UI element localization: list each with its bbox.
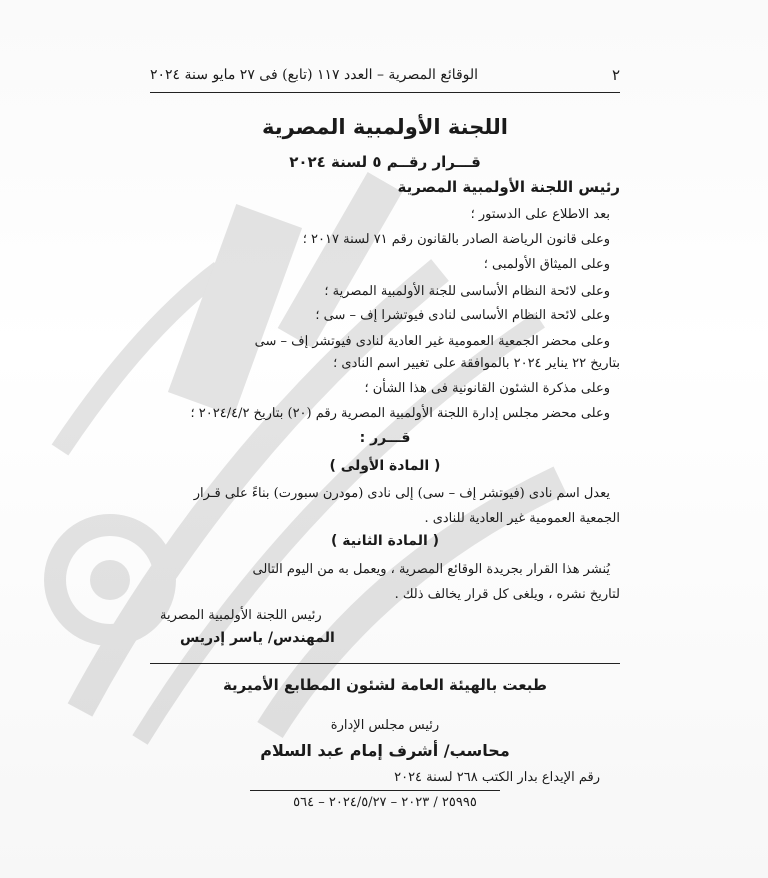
article-2-line: لتاريخ نشره ، ويلغى كل قرار يخالف ذلك .	[394, 587, 620, 602]
gazette-issue-line: الوقائع المصرية – العدد ١١٧ (تابع) فى ٢٧ مايو سنة ٢٠٢٤	[150, 67, 479, 83]
preamble-line: وعلى لائحة النظام الأساسى للجنة الأولمبية المصرية ؛	[324, 284, 610, 299]
preamble-line: بتاريخ ٢٢ يناير ٢٠٢٤ بالموافقة على تغيير اسم النادى ؛	[333, 356, 620, 371]
preamble-line: وعلى لائحة النظام الأساسى لنادى فيوتشرا إف – سى ؛	[315, 308, 610, 323]
divider	[250, 790, 500, 791]
article-1-line: يعدل اسم نادى (فيوتشر إف – سى) إلى نادى (مودرن سبورت) بناءً على قـرار	[193, 486, 610, 501]
preamble-line: وعلى الميثاق الأولمبى ؛	[483, 257, 610, 272]
decided-heading: قـــرر :	[359, 430, 411, 446]
article-1-heading: ( المادة الأولى )	[329, 458, 441, 474]
preamble-line: وعلى مذكرة الشئون القانونية فى هذا الشأن ؛	[364, 381, 610, 396]
print-code: ٢٥٩٩٥ / ٢٠٢٣ – ٢٠٢٤/٥/٢٧ – ٥٦٤	[293, 795, 477, 810]
deposit-number: رقم الإيداع بدار الكتب ٢٦٨ لسنة ٢٠٢٤	[394, 770, 600, 785]
signer-name: المهندس/ ياسر إدريس	[180, 630, 335, 646]
signer-title: رئيس اللجنة الأولمبية المصرية	[160, 608, 322, 623]
article-2-line: يُنشر هذا القرار بجريدة الوقائع المصرية ، ويعمل به من اليوم التالى	[252, 562, 610, 577]
document-title: اللجنة الأولمبية المصرية	[262, 115, 508, 139]
page-number: ٢	[611, 66, 620, 84]
issuer-title: رئيس اللجنة الأولمبية المصرية	[397, 178, 620, 196]
article-1-line: الجمعية العمومية غير العادية للنادى .	[424, 511, 620, 526]
decree-number: قـــرار رقــم ٥ لسنة ٢٠٢٤	[289, 153, 481, 171]
gazette-content	[150, 0, 620, 878]
preamble-line: وعلى محضر الجمعية العمومية غير العادية لنادى فيوتشر إف – سى	[254, 334, 610, 349]
preamble-line: وعلى محضر مجلس إدارة اللجنة الأولمبية المصرية رقم (٢٠) بتاريخ ٢٠٢٤/٤/٢ ؛	[190, 406, 610, 421]
preamble-line: بعد الاطلاع على الدستور ؛	[470, 207, 610, 222]
printer-credit: طبعت بالهيئة العامة لشئون المطابع الأميرية	[222, 676, 548, 694]
preamble-line: وعلى قانون الرياضة الصادر بالقانون رقم ٧١ لسنة ٢٠١٧ ؛	[302, 232, 610, 247]
divider	[150, 663, 620, 664]
board-chairman: محاسب/ أشرف إمام عبد السلام	[260, 741, 510, 760]
article-2-heading: ( المادة الثانية )	[330, 533, 440, 549]
board-title: رئيس مجلس الإدارة	[330, 718, 440, 733]
page-header	[150, 62, 620, 93]
